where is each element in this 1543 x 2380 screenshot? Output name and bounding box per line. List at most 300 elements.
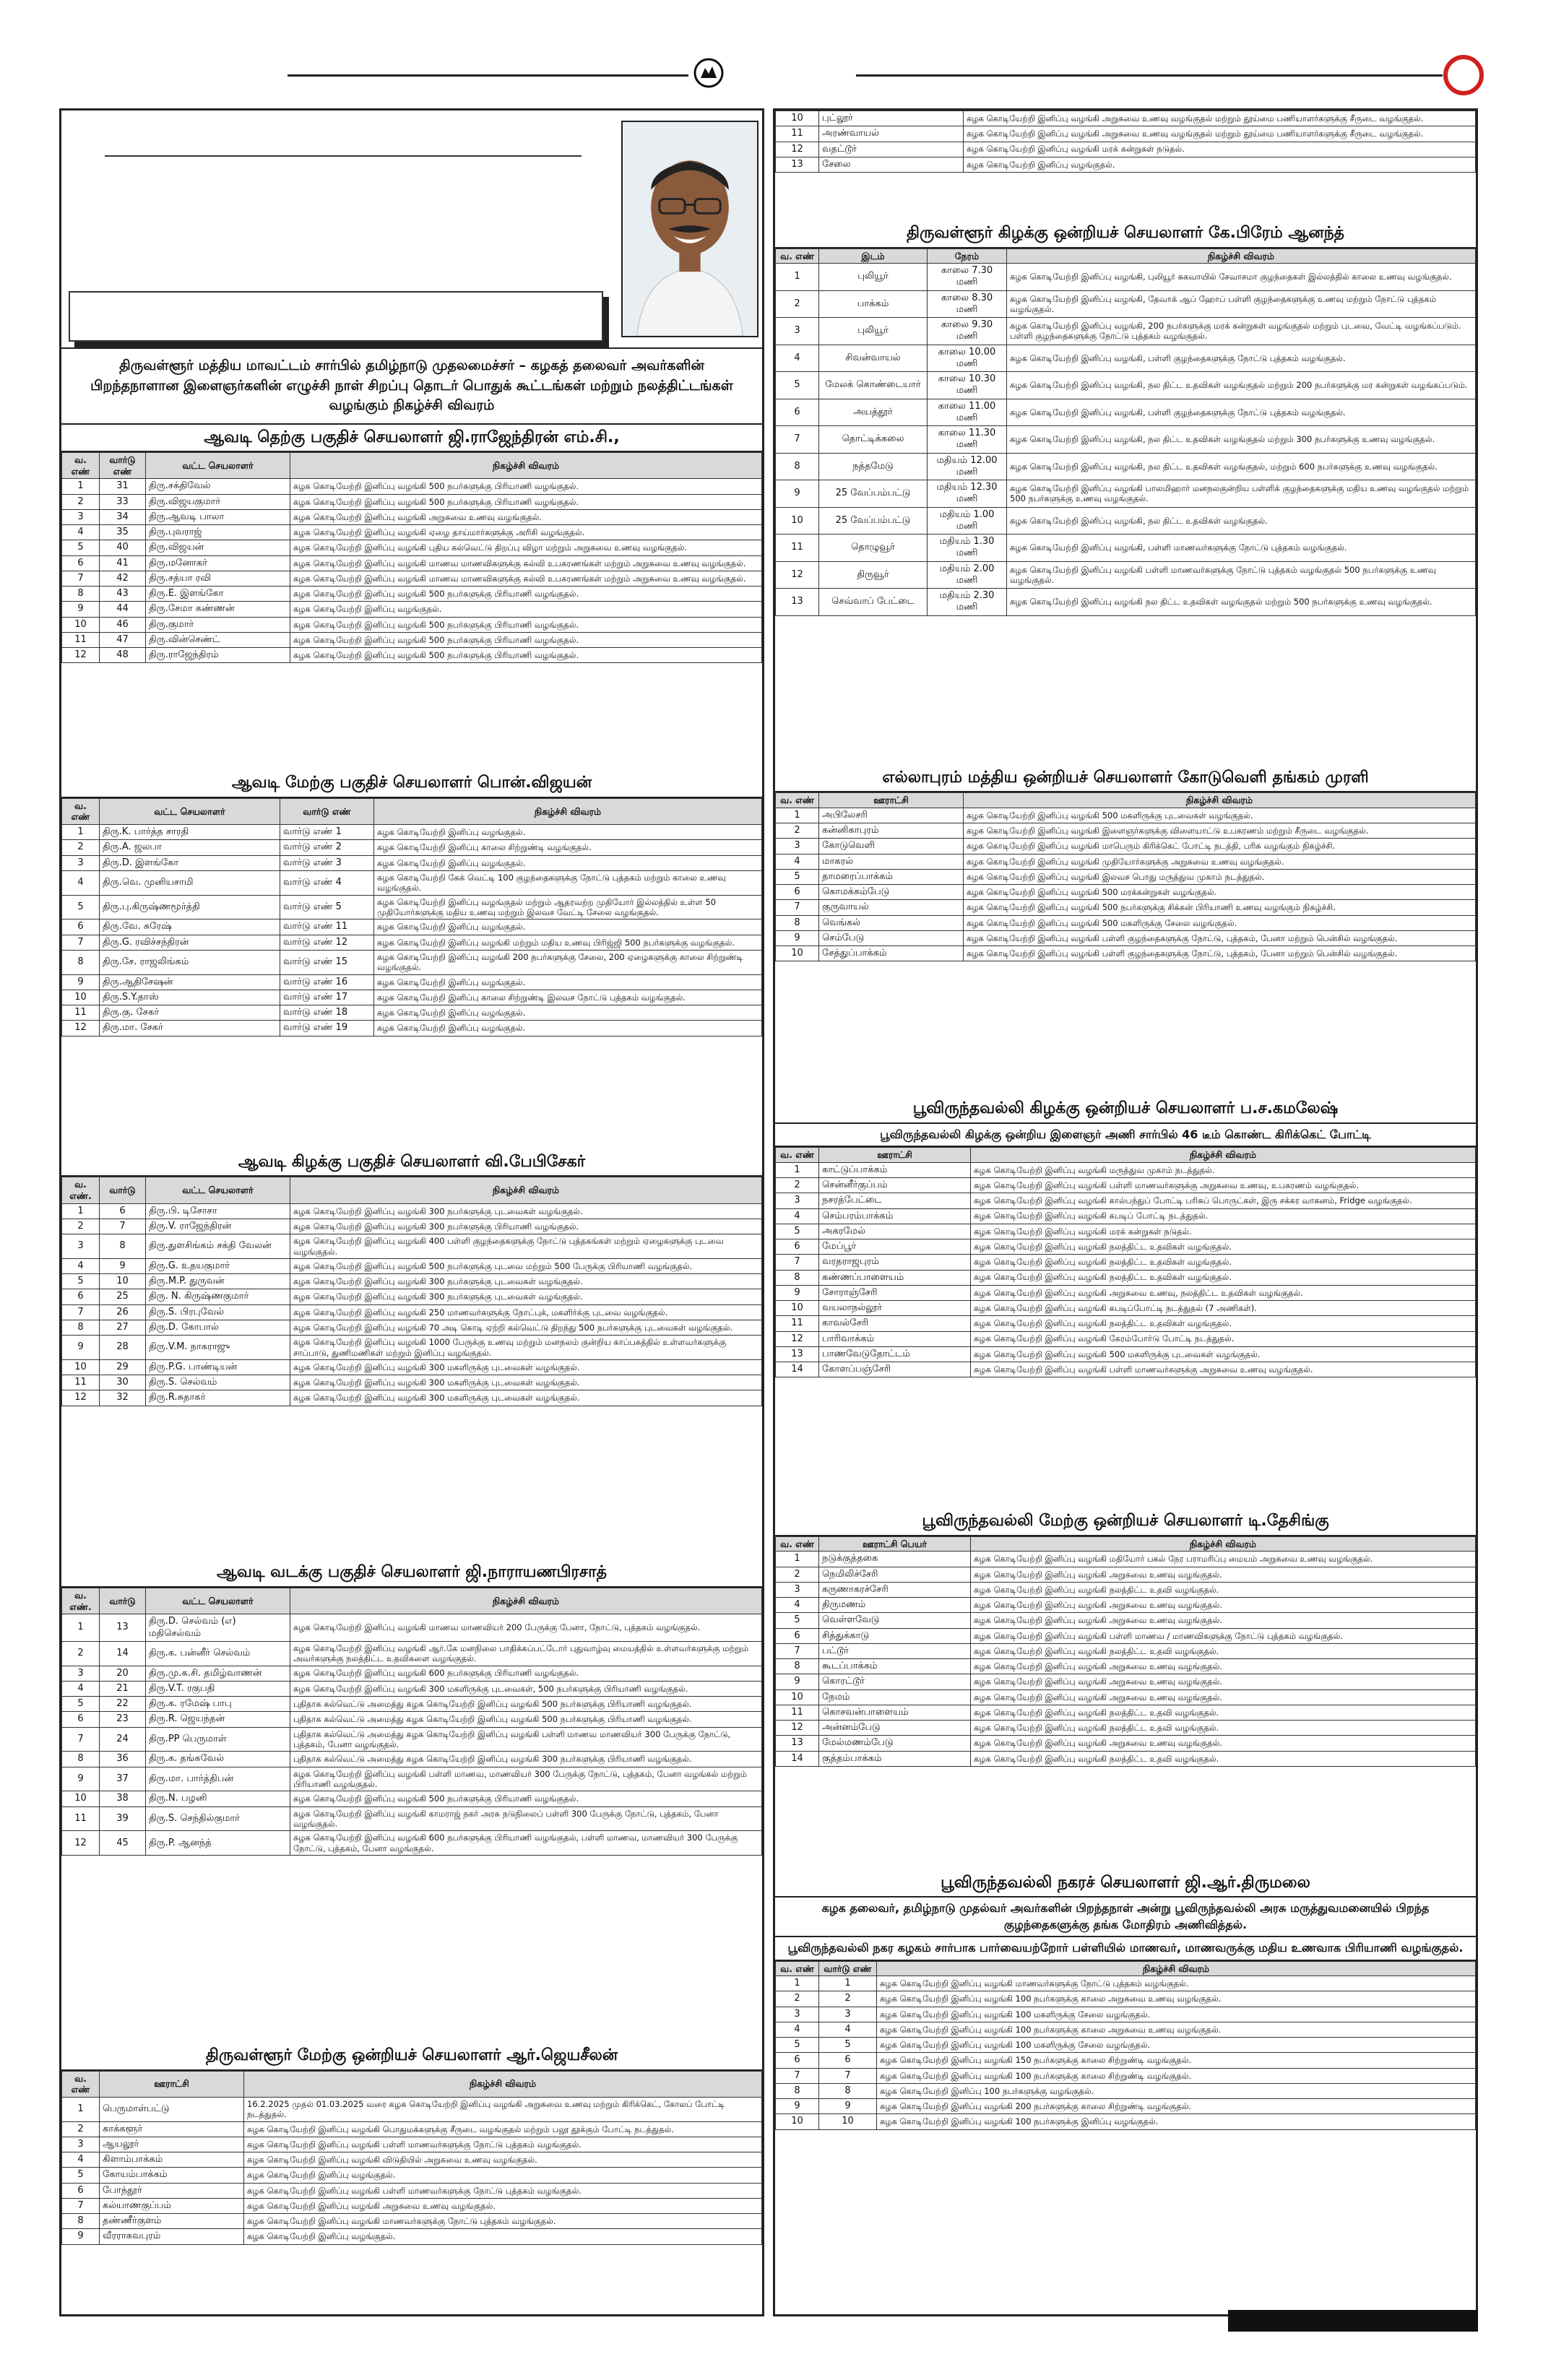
table-row [62,1697,762,1712]
table-cell: 3 [776,318,819,345]
table-cell: கழக கொடியேற்றி இனிப்பு வழங்கி அறுசுவை உணவு வழங்குதல். [971,1613,1476,1628]
table-cell: கழக கொடியேற்றி இனிப்பு வழங்கி நல திட்ட உதவிகள் வழங்குதல் மற்றும் 500 நபர்களுக்கு உணவு வழங்குதல். [1007,589,1476,616]
table-cell: 1 [62,1203,100,1219]
table-cell: அயத்தூர் [819,399,928,426]
table-cell: கழக கொடியேற்றி இனிப்பு வழங்கி 250 மாணவர்களுக்கு நோட்புக், மகளிர்க்கு புடவை வழங்குதல். [290,1304,762,1320]
table-cell: கருணாகரச்சேரி [819,1582,971,1597]
table-row [62,555,762,571]
table-cell: காலை 8.30 மணி [928,290,1007,318]
table-row [776,111,1476,126]
table-cell: 11 [776,1705,819,1720]
table-cell: 6 [62,1289,100,1304]
table-cell: கழக கொடியேற்றி இனிப்பு வழங்கி பாலமிஹார் மனநலகுன்றிய பள்ளிக் குழந்தைகளுக்கு மதிய உணவு வழங்குதல் மற்றும் 500 நபர்களுக்கு உணவு வழங்குதல். [1007,480,1476,508]
table-avadi-south-wrap [61,452,762,770]
table-cell: கழக கொடியேற்றி இனிப்பு வழங்கி அறுசுவை உணவு வழங்குதல். [290,509,762,524]
table-cell: கழக கொடியேற்றி இனிப்பு வழங்கி, நல திட்ட உதவிகள் வழங்குதல் மற்றும் 300 நபர்களுக்கு உணவு வழங்குதல். [1007,426,1476,454]
table-cell: கழக கொடியேற்றி இனிப்பு வழங்கி 200 நபர்களுக்கு சேலை, 200 ஏழைகளுக்கு காலை சிற்றுண்டி வழங்குதல். [374,950,762,974]
table-row [62,540,762,555]
table-cell: திரு.க. ரமேஷ் பாபு [146,1697,290,1712]
col-header: நிகழ்ச்சி விவரம் [877,1961,1476,1976]
table-row [776,1301,1476,1316]
table-cell: 28 [100,1336,146,1360]
table-cell: 9 [776,1285,819,1300]
table-cell: திரு.மா. பார்த்திபன் [146,1767,290,1791]
table-cell: 3 [776,839,819,854]
table-cell: கழக கொடியேற்றி இனிப்பு வழங்கி அறுசுவை உணவு வழங்குதல். [971,1567,1476,1582]
table-cell: 31 [100,479,146,494]
table-cell: திரு.குமார் [146,617,290,632]
table-cell: காட்டுப்பாக்கம் [819,1162,971,1177]
table-cell: திரு.பு.கிருஷ்ணமூர்த்தி [100,895,280,919]
table-cell: கழக கொடியேற்றி இனிப்பு வழங்கி பள்ளி குழந்தைகளுக்கு நோட்டு, புத்தகம், பேனா மற்றும் பென்சில் வழங்குதல். [964,930,1476,945]
table-cell: கழக கொடியேற்றி இனிப்பு வழங்கி 500 நபர்களுக்கு பிரியாணி வழங்குதல். [290,632,762,647]
table-cell: கழக கொடியேற்றி இனிப்பு வழங்கி மரக் கன்றுகள் நடுதல். [964,142,1476,157]
table-cell: 33 [100,494,146,509]
table-cell: 5 [62,540,100,555]
table-cell: 26 [100,1304,146,1320]
section-title: ஆவடி கிழக்கு பகுதிச் செயலாளர் வி.பேபிசேகர் [61,1149,762,1177]
table-row [62,1375,762,1390]
table-row [62,1614,762,1642]
table-thiruvallur-west [61,2071,762,2245]
table-row [62,2152,762,2168]
table-cell: திரு.S. பிரபுவேல் [146,1304,290,1320]
table-row [776,930,1476,945]
table-cell: 3 [776,2007,819,2022]
table-row [776,318,1476,345]
table-cell: சிவன்வாயல் [819,345,928,372]
table-cell: கழக கொடியேற்றி இனிப்பு வழங்கி நலத்திட்ட உதவிகள் வழங்குதல். [971,1239,1476,1255]
table-row [62,2121,762,2137]
table-cell: பாரிவாக்கம் [819,1331,971,1346]
table-row [776,2083,1476,2098]
table-cell: கழக கொடியேற்றி இனிப்பு வழங்கி 300 மகளிருக்கு புடவைகள் வழங்குதல். [290,1375,762,1390]
table-cell: 5 [62,1697,100,1712]
table-cell: கழக கொடியேற்றி இனிப்பு வழங்கி ஏழை தாய்மார்களுக்கு அரிசி வழங்குதல். [290,525,762,540]
table-cell: 9 [62,2229,100,2244]
table-row [776,2099,1476,2114]
table-cell: திரு.மு.க.சி. தமிழ்வாணன் [146,1666,290,1681]
table-cell: கழக கொடியேற்றி இனிப்பு வழங்கி நலத்திட்ட உதவி வழங்குதல். [971,1751,1476,1766]
table-avadi-east [61,1177,762,1406]
table-cell: திரு.V. ராஜேந்திரன் [146,1219,290,1234]
table-cell: காலை 9.30 மணி [928,318,1007,345]
table-cell: வயலாநல்லூர் [819,1301,971,1316]
table-cell: மதியம் 12.00 மணி [928,453,1007,480]
table-cell: கழக கொடியேற்றி இனிப்பு வழங்கி முதியோர்களுக்கு அறுசுவை உணவு வழங்குதல். [964,854,1476,869]
table-cell: கழக கொடியேற்றி இனிப்பு வழங்கி 100 மகளிருக்கு சேலை வழங்குதல். [877,2007,1476,2022]
table-cell: திரு.வெ. முனியசாமி [100,870,280,895]
table-cell: 4 [62,1258,100,1273]
table-cell: 12 [62,1021,100,1036]
table-row [776,808,1476,823]
table-cell: கழக கொடியேற்றி இனிப்பு வழங்குதல். [374,1021,762,1036]
col-header: ஊராட்சி [819,793,964,808]
table-row [776,839,1476,854]
table-cell: கழக கொடியேற்றி இனிப்பு வழங்கி 400 பள்ளி குழந்தைகளுக்கு நோட்டு புத்தகங்கள் மற்றும் ஏழைகளுக்கு புடவை வழங்குதல். [290,1234,762,1259]
table-cell: திரு.E. இளங்கோ [146,587,290,602]
table-cell: கழக கொடியேற்றி இனிப்பு வழங்கி மாணவர்களுக்கு நோட்டு புத்தகம் வழங்குதல். [877,1976,1476,1991]
col-header: வட்ட செயலாளர் [146,1588,290,1614]
table-cell: கழக கொடியேற்றி இனிப்பு வழங்கி பள்ளி மாணவர்களுக்கு அறுசுவை உணவு வழங்குதல். [971,1362,1476,1377]
table-cell: 9 [819,2099,877,2114]
table-row [776,1193,1476,1208]
table-cell: திருமணம் [819,1598,971,1613]
table-row [776,1613,1476,1628]
table-cell: கழக கொடியேற்றி இனிப்பு வழங்கி மதியோர் பகல் நேர பராமரிப்பு மையம் அறுசுவை உணவு வழங்குதல். [971,1552,1476,1567]
table-cell: 7 [776,1255,819,1270]
table-cell: 2 [776,1178,819,1193]
table-cell: 1 [776,1162,819,1177]
table-row [62,602,762,617]
col-header: நிகழ்ச்சி விவரம் [1007,248,1476,264]
table-cell: ஆயலூர் [100,2137,244,2152]
table-cell: திரு.A. ஜலபா [100,840,280,855]
table-cell: வார்டு எண் 3 [280,855,374,870]
table-row [62,919,762,935]
table-cell: கல்யாணகுப்பம் [100,2198,244,2213]
table-cell: கழக கொடியேற்றி இனிப்பு வழங்கி நலத்திட்ட உதவி வழங்குதல். [971,1721,1476,1736]
section-subtitle: பூவிருந்தவல்லி கிழக்கு ஒன்றிய இளைஞர் அணி சார்பில் 46 டீம் கொண்ட கிரிக்கெட் போட்டி [775,1124,1476,1147]
table-cell: கழக கொடியேற்றி இனிப்பு வழங்கி பொதுமக்களுக்கு சீருடை வழங்குதல் மற்றும் பலூ தூக்கும் போட்டி நடத்துதல். [244,2121,762,2137]
table-cell: கழக கொடியேற்றி இனிப்பு வழங்கி 500 நபர்களுக்கு பிரியாணி வழங்குதல். [290,1791,762,1806]
table-cell: 4 [819,2022,877,2037]
table-row [776,1224,1476,1239]
table-cell: திரு.க. தங்கவேல் [146,1752,290,1767]
table-cell: 8 [62,2214,100,2229]
table-cell: 47 [100,632,146,647]
table-cell: நெமிலிச்சேரி [819,1567,971,1582]
table-row [62,571,762,586]
table-cell: 5 [776,1224,819,1239]
table-ellapuram-wrap [775,792,1476,1096]
table-cell: 8 [776,915,819,930]
table-cell: 13 [776,157,819,172]
table-cell: திருவூர் [819,561,928,589]
table-cell: 4 [776,345,819,372]
table-row [776,1208,1476,1224]
table-cell: 3 [819,2007,877,2022]
table-avadi-north [61,1588,762,1856]
table-cell: 6 [62,555,100,571]
table-cell: கழக கொடியேற்றி இனிப்பு வழங்கி, பள்ளி குழந்தைகளுக்கு நோட்டு புத்தகம் வழங்குதல். [1007,399,1476,426]
table-row [62,2214,762,2229]
table-poonamallee-west-wrap [775,1536,1476,1870]
table-cell: கழக கொடியேற்றி இனிப்பு வழங்கி பள்ளி மாணவ, மாணவியர் 300 பேருக்கு நோட்டு, புத்தகம், பேனா வழங்கல் மற்றும் பிரியாணி வழங்குதல். [290,1767,762,1791]
right-column [773,108,1478,2316]
section-title: பூவிருந்தவல்லி நகரச் செயலாளர் ஜி.ஆர்.திருமலை [775,1870,1476,1898]
table-cell: 12 [776,142,819,157]
table-cell: 4 [776,854,819,869]
table-cell: 38 [100,1791,146,1806]
table-cell: கூடப்பாக்கம் [819,1659,971,1674]
table-cell: திரு.R. ஜெயந்தன் [146,1712,290,1727]
table-cell: 7 [62,2198,100,2213]
table-cell: 8 [819,2083,877,2098]
table-cell: பட்டூர் [819,1643,971,1658]
table-cell: 2 [62,2121,100,2137]
table-cell: 9 [62,1767,100,1791]
table-cell: 3 [62,2137,100,2152]
table-cell: குருவாயல் [819,900,964,915]
table-cell: 39 [100,1806,146,1831]
table-cell: 11 [776,1316,819,1331]
table-cell: 8 [776,2083,819,2098]
col-header: வார்டு எண் [280,798,374,824]
table-cell: திரு.மா. சேகர் [100,1021,280,1036]
table-cell: மதியம் 2.30 மணி [928,589,1007,616]
table-cell: சோராஞ்சேரி [819,1285,971,1300]
table-row [62,1304,762,1320]
table-cell: கழக கொடியேற்றி இனிப்பு வழங்கி நலத்திட்ட உதவிகள் வழங்குதல். [971,1316,1476,1331]
table-row [776,345,1476,372]
table-row [62,974,762,990]
col-header: நிகழ்ச்சி விவரம் [244,2071,762,2097]
table-cell: கழக கொடியேற்றி இனிப்பு வழங்கி ஆர்.கே மனநிலை பாதிக்கப்பட்டோர் புதுவாழ்வு மையத்தில் உள்ளவர்களுக்கு மற்றும் அவர்களுக்கு நலத்திட்ட உதவிகளை வழங்குதல். [290,1641,762,1666]
table-cell: கழக கொடியேற்றி இனிப்பு வழங்கி 100 நபர்களுக்கு காலை சிற்றுண்டி வழங்குதல். [877,2068,1476,2083]
table-cell: காலை 10.30 மணி [928,372,1007,399]
table-cell: கழக கொடியேற்றி இனிப்பு வழங்கி 500 நபர்களுக்கு பிரியாணி வழங்குதல். [290,617,762,632]
table-cell: திரு.V.T. ரகுபதி [146,1681,290,1696]
table-cell: புதிதாக கல்வெட்டு அமைத்து கழக கொடியேற்றி இனிப்பு வழங்கி பள்ளி மாணவ மாணவியர் 300 பேருக்கு நோட்டு, புத்தகம், பேனா வழங்குதல். [290,1727,762,1752]
table-cell: கழக கொடியேற்றி இனிப்பு வழங்கி மாபெரும் கிரிக்கெட் போட்டி நடத்தி, பரிசு வழங்கும் நிகழ்ச்சி. [964,839,1476,854]
table-row [62,1666,762,1681]
table-row [776,372,1476,399]
table-cell: 12 [776,1331,819,1346]
table-cell: 4 [62,525,100,540]
table-cell: 9 [100,1258,146,1273]
table-row [776,1736,1476,1751]
table-cell: 10 [819,2114,877,2129]
table-cell: கழக கொடியேற்றி இனிப்பு வழங்கி 500 நபர்களுக்கு சிக்கன் பிரியாணி உணவு வழங்கும் நிகழ்ச்சி. [964,900,1476,915]
table-cell: கழக கொடியேற்றி இனிப்பு வழங்கி மாணவர்களுக்கு நோட்டு புத்தகம் வழங்குதல். [244,2214,762,2229]
table-cell: 11 [776,126,819,142]
table-cell: திரு.வின்செண்ட் [146,632,290,647]
table-cell: கழக கொடியேற்றி இனிப்பு வழங்கி, 200 நபர்களுக்கு மரக் கன்றுகள் வழங்குதல் மற்றும் புடவை, வேட்டி வழங்கப்படும். பள்ளி குழந்தைகளுக்கு நோட்டு புத்தகம் வழங்குதல். [1007,318,1476,345]
table-cell: 3 [776,1582,819,1597]
table-thiruvallur-east [775,248,1476,616]
table-row [776,290,1476,318]
table-cell: திரு.V.M. நாகராஜு [146,1336,290,1360]
table-cell: 7 [776,426,819,454]
section-title: ஆவடி தெற்கு பகுதிச் செயலாளர் ஜி.ராஜேந்திரன் எம்.சி., [61,425,762,453]
table-row [62,1021,762,1036]
table-cell: கழக கொடியேற்றி இனிப்பு வழங்கி அறுசுவை உணவு வழங்குதல். [971,1689,1476,1705]
table-row [776,2007,1476,2022]
table-cell: திரு.ஆதிசேஷன் [100,974,280,990]
table-cell: 5 [62,1274,100,1289]
table-cell: 10 [100,1274,146,1289]
table-cell: போந்தூர் [100,2183,244,2198]
col-header: நிகழ்ச்சி விவரம் [374,798,762,824]
table-cell: கழக கொடியேற்றி இனிப்பு வழங்கி 1000 பேருக்கு உணவு மற்றும் மனநலம் குன்றிய காப்பகத்தில் உள்ளவர்களுக்கு சாப்பாடு, துணிமணிகள் மற்றும் இனிப்பு வழங்குதல். [290,1336,762,1360]
col-header: வ. எண் [776,1148,819,1163]
table-cell: கோயம்பாக்கம் [100,2168,244,2183]
table-row [62,1727,762,1752]
table-cell: கழக கொடியேற்றி இனிப்பு வழங்கி பள்ளி குழந்தைகளுக்கு நோட்டு, புத்தகம், பேனா மற்றும் பென்சில் வழங்குதல். [964,946,1476,961]
table-row [62,617,762,632]
table-row [776,1270,1476,1285]
table-row [776,1346,1476,1362]
table-cell: கழக கொடியேற்றி இனிப்பு வழங்கி 100 நபர்களுக்கு இனிப்பு வழங்குதல். [877,2114,1476,2129]
table-row [776,157,1476,172]
table-cell: கழக கொடியேற்றி இனிப்பு வழங்கி நலத்திட்ட உதவிகள் வழங்குதல். [971,1255,1476,1270]
table-cell: 7 [62,1304,100,1320]
table-cell: 3 [62,855,100,870]
table-row [62,479,762,494]
table-cell: 9 [776,2099,819,2114]
table-cell: திரு.கு. சேகர் [100,1005,280,1021]
table-poonamallee-town [775,1961,1476,2130]
table-row [62,1752,762,1767]
table-cell: கழக கொடியேற்றி இனிப்பு வழங்கி, நல திட்ட உதவிகள் வழங்குதல், மற்றும் 600 நபர்களுக்கு உணவு வழங்குதல். [1007,453,1476,480]
table-row [776,885,1476,900]
table-cell: 6 [776,885,819,900]
col-header: வ. எண் [776,1961,819,1976]
table-cell: செம்பேடு [819,930,964,945]
table-cell: புதிதாக கல்வெட்டு அமைத்து கழக கொடியேற்றி இனிப்பு வழங்கி 300 நபர்களுக்கு பிரியாணி வழங்குதல். [290,1752,762,1767]
table-row [776,1362,1476,1377]
table-cell: கழக கொடியேற்றி இனிப்பு வழங்கி அறுசுவை உணவு வழங்குதல். [971,1598,1476,1613]
table-cell: கழக கொடியேற்றி இனிப்பு வழங்கி 100 மகளிருக்கு சேலை வழங்குதல். [877,2038,1476,2053]
table-cell: கழக கொடியேற்றி இனிப்பு வழங்குதல். [374,825,762,840]
table-row [62,1831,762,1856]
table-cell: 5 [62,2168,100,2183]
table-cell: கழக கொடியேற்றி இனிப்பு வழங்கி நலத்திட்ட உதவி வழங்குதல். [971,1705,1476,1720]
table-row [62,525,762,540]
table-cell: புலியூர் [819,264,928,291]
table-cell: கழக கொடியேற்றி இனிப்பு வழங்கி மாணவ மாணவிகளுக்கு கல்வி உபகரணங்கள் மற்றும் அறுசுவை உணவு வழங்குதல். [290,571,762,586]
table-row [62,935,762,950]
col-header: நிகழ்ச்சி விவரம் [971,1148,1476,1163]
table-cell: திரு.G. ரவிச்சந்திரன் [100,935,280,950]
table-cell: கழக கொடியேற்றி இனிப்பு காலை சிற்றுண்டி இலவச நோட்டு புத்தகம் வழங்குதல். [374,990,762,1005]
col-header: வட்ட செயலாளர் [100,798,280,824]
table-cell: கழக கொடியேற்றி இனிப்பு வழங்கி, பள்ளி மாணவர்களுக்கு நோட்டு புத்தகம் வழங்குதல். [1007,535,1476,562]
table-cell: 1 [62,1614,100,1642]
table-thiruvallur-west-wrap [61,2071,762,2288]
table-cell: 20 [100,1666,146,1681]
table-row [62,648,762,663]
table-cell: 7 [62,1727,100,1752]
table-cell: 4 [776,1598,819,1613]
table-row [62,2097,762,2121]
table-cell: கழக கொடியேற்றி இனிப்பு வழங்கி அறுசுவை உணவு வழங்குதல். [244,2198,762,2213]
table-cell: வார்டு எண் 19 [280,1021,374,1036]
table-cell: 2 [62,494,100,509]
table-cell: கழக கொடியேற்றி இனிப்பு வழங்கி 500 நபர்களுக்கு பிரியாணி வழங்குதல். [290,648,762,663]
table-cell: 42 [100,571,146,586]
table-row [62,990,762,1005]
table-cell: திரு. N. கிருஷ்ணகுமார் [146,1289,290,1304]
table-cell: கழக கொடியேற்றி இனிப்பு வழங்கி அறுசுவை உணவு வழங்குதல் மற்றும் தூய்மை பணியாளர்களுக்கு சீருடை வழங்குதல். [964,126,1476,142]
col-header: வ. எண் [776,1536,819,1552]
table-row [776,399,1476,426]
table-cell: கழக கொடியேற்றி இனிப்பு வழங்கி மருத்துவ முகாம் நடத்துதல். [971,1162,1476,1177]
table-cell: கழக கொடியேற்றி இனிப்பு வழங்கி 300 நபர்களுக்கு புடவைகள் வழங்குதல். [290,1274,762,1289]
table-cell: 37 [100,1767,146,1791]
table-cell: கழக கொடியேற்றி இனிப்பு வழங்கி 500 மகளிருக்கு சேலை வழங்குதல். [964,915,1476,930]
table-row [62,1005,762,1021]
table-row [62,825,762,840]
table-cell: 22 [100,1697,146,1712]
table-row [776,1331,1476,1346]
table-row [776,1316,1476,1331]
header-name-box [69,291,603,342]
table-cell: 3 [62,509,100,524]
table-row [62,1234,762,1259]
intro-heading: திருவள்ளூர் மத்திய மாவட்டம் சார்பில் தமிழ்நாடு முதலமைச்சர் – கழகத் தலைவர் அவர்களின் பிறந்தநாளான இளைஞர்களின் எழுச்சி நாள் சிறப்பு தொடர் பொதுக் கூட்டங்கள் மற்றும் நலத்திட்டங்கள் வழங்கும் நிகழ்ச்சி விவரம் [61,349,762,425]
table-row [776,126,1476,142]
table-cell: கழக கொடியேற்றி இனிப்பு வழங்கி அறுசுவை உணவு வழங்குதல். [971,1736,1476,1751]
table-cell: 40 [100,540,146,555]
table-cell: அன்னம்பேடு [819,1721,971,1736]
table-row [776,535,1476,562]
table-poonamallee-east-wrap [775,1147,1476,1508]
table-cell: 2 [62,1641,100,1666]
table-avadi-west [61,798,762,1037]
table-cell: கழக கொடியேற்றி இனிப்பு வழங்குதல். [290,602,762,617]
table-cell: சித்துக்காடு [819,1628,971,1643]
col-header: நிகழ்ச்சி விவரம் [290,1588,762,1614]
table-cell: 9 [776,930,819,945]
table-cell: கழக கொடியேற்றி இனிப்பு வழங்கி பள்ளி மாணவர்களுக்கு நோட்டு புத்தகம் வழங்குதல். [244,2137,762,2152]
table-cell: கழக கொடியேற்றி இனிப்பு வழங்கி காமராஜ் நகர் அரசு நடுநிலைப் பள்ளி 300 பேருக்கு நோட்டு, புத்தகம், பேனா வழங்குதல். [290,1806,762,1831]
table-row [62,1641,762,1666]
table-cell: வெங்கல் [819,915,964,930]
table-row [776,426,1476,454]
table-cell: கழக கொடியேற்றி இனிப்பு வழங்கி 100 நபர்களுக்கு காலை அறுசுவை உணவு வழங்குதல். [877,2022,1476,2037]
table-cell: 11 [62,1806,100,1831]
table-cell: வார்டு எண் 12 [280,935,374,950]
table-cell: 5 [819,2038,877,2053]
table-cell: கழக கொடியேற்றி இனிப்பு வழங்கி 600 நபர்களுக்கு பிரியாணி வழங்குதல். [290,1666,762,1681]
table-cell: வார்டு எண் 17 [280,990,374,1005]
col-header: வ. எண் [776,248,819,264]
col-header: வ. எண் [62,2071,100,2097]
table-cell: கழக கொடியேற்றி இனிப்பு வழங்கி அறுசுவை உணவு வழங்குதல். [971,1659,1476,1674]
table-cell: 2 [776,290,819,318]
col-header: நிகழ்ச்சி விவரம் [971,1536,1476,1552]
table-cell: 12 [62,1831,100,1856]
col-header: வ. எண். [62,1177,100,1203]
table-cell: தொழுவூர் [819,535,928,562]
table-cell: 11 [776,535,819,562]
table-row [62,840,762,855]
table-row [776,142,1476,157]
table-row [776,869,1476,884]
table-cell: 23 [100,1712,146,1727]
section-title: எல்லாபுரம் மத்திய ஒன்றியச் செயலாளர் கோடுவெளி தங்கம் முரளி [775,765,1476,793]
table-row [776,2053,1476,2068]
table-cell: கழக கொடியேற்றி இனிப்பு வழங்கி 300 நபர்களுக்கு புடவைகள் வழங்குதல். [290,1289,762,1304]
table-cell: கழக கொடியேற்றி இனிப்பு வழங்கி, புலியூர் சுகவாயில் சேவாசமா குழந்தைகள் இல்லத்தில் காலை உணவு வழங்குதல். [1007,264,1476,291]
table-cell: 3 [62,1666,100,1681]
table-cell: 5 [776,372,819,399]
table-cell: 8 [776,1659,819,1674]
table-row [776,1162,1476,1177]
table-row [62,1806,762,1831]
table-row [776,453,1476,480]
table-cell: 10 [776,111,819,126]
masthead-rule-right [856,74,1443,77]
table-cell: கழக கொடியேற்றி இனிப்பு வழங்கி 500 நபர்களுக்கு புடவை மற்றும் 500 பேருக்கு பிரியாணி வழங்குதல். [290,1258,762,1273]
table-row [776,1976,1476,1991]
table-cell: 10 [62,1359,100,1375]
table-cell: 6 [776,2053,819,2068]
table-cell: 9 [62,1336,100,1360]
table-cell: 10 [776,946,819,961]
